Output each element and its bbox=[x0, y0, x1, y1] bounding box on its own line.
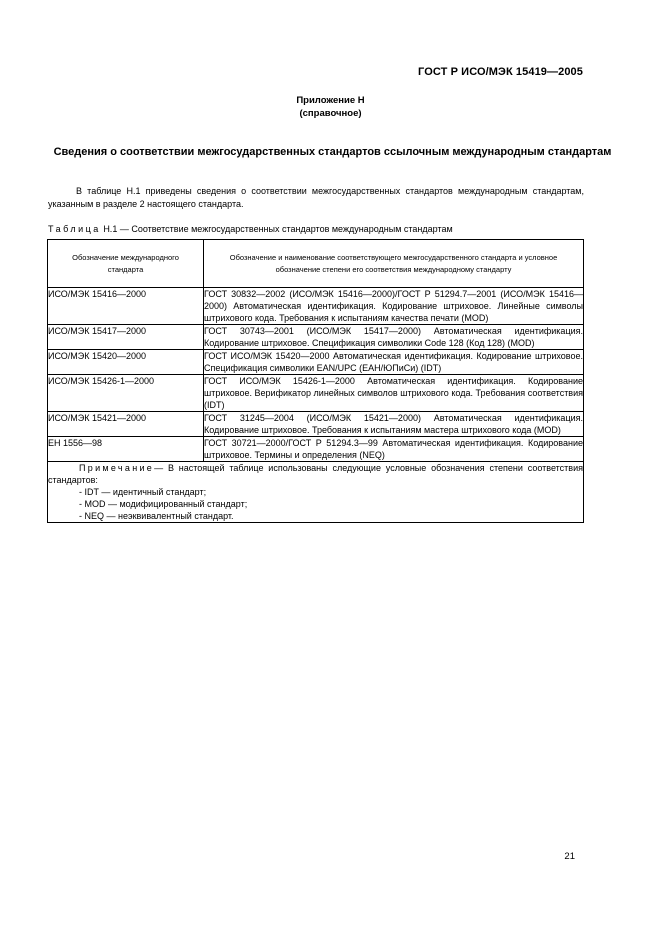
intro-paragraph: В таблице Н.1 приведены сведения о соответствии межгосударственных стандартов международным стандартам, указанным в разделе 2 настоящего стандарта. bbox=[48, 186, 584, 209]
table-row bbox=[48, 288, 584, 325]
annex-subtitle: (справочное) bbox=[299, 108, 362, 119]
table-row bbox=[48, 437, 584, 462]
intl-standard-cell: ЕН 1556—98 bbox=[48, 437, 204, 462]
table-note-row bbox=[48, 462, 584, 523]
table-row bbox=[48, 325, 584, 350]
table-caption bbox=[48, 224, 453, 234]
page-number: 21 bbox=[564, 851, 575, 862]
intl-standard-cell: ИСО/МЭК 15421—2000 bbox=[48, 412, 204, 437]
interstate-standard-cell: ГОСТ 31245—2004 (ИСО/МЭК 15421—2000) Автоматическая идентификация. Кодирование штриховое. Требования к испытаниям мастера штрихового кода (MOD) bbox=[204, 413, 583, 435]
table-row bbox=[48, 375, 584, 412]
intl-standard-cell: ИСО/МЭК 15420—2000 bbox=[48, 350, 204, 375]
note-heading bbox=[48, 462, 583, 486]
note-label: Примечание bbox=[79, 463, 155, 473]
intl-standard-cell: ИСО/МЭК 15426-1—2000 bbox=[48, 375, 204, 412]
table-row bbox=[48, 412, 584, 437]
table-header-row bbox=[48, 240, 584, 288]
header-intl-standard: Обозначение международного стандарта bbox=[48, 240, 204, 288]
interstate-standard-cell: ГОСТ 30743—2001 (ИСО/МЭК 15417—2000) Автоматическая идентификация. Кодирование штриховое. Спецификация символики Code 128 (Код 128) (MOD) bbox=[204, 326, 583, 348]
annex-title: Приложение Н bbox=[296, 95, 365, 106]
page-title: Сведения о соответствии межгосударственных стандартов ссылочным международным стандартам bbox=[53, 146, 612, 158]
interstate-standard-cell: ГОСТ ИСО/МЭК 15420—2000 Автоматическая идентификация. Кодирование штриховое. Спецификация символики EAN/UPC (ЕАН/ЮПиСи) (IDT) bbox=[204, 351, 583, 373]
note-text: — В настоящей таблице использованы следующие условные обозначения степени соответствия стандартов: bbox=[48, 463, 583, 485]
table-caption-label: Таблица bbox=[48, 224, 101, 234]
correspondence-table bbox=[47, 239, 584, 523]
table-note bbox=[48, 462, 584, 523]
interstate-standard-cell: ГОСТ 30832—2002 (ИСО/МЭК 15416—2000)/ГОСТ Р 51294.7—2001 (ИСО/МЭК 15416—2000) Автоматическая идентификация. Кодирование штриховое. Линейные символы штрихового кода. Требования к испытаниям качества печати (MOD) bbox=[204, 289, 583, 323]
note-item-neq: - NEQ — неэквивалентный стандарт. bbox=[79, 511, 234, 521]
header-interstate-standard: Обозначение и наименование соответствующего межгосударственного стандарта и условное обозначение степени его соответствия международному стандарту bbox=[204, 240, 584, 288]
intl-standard-cell: ИСО/МЭК 15417—2000 bbox=[48, 325, 204, 350]
interstate-standard-cell: ГОСТ ИСО/МЭК 15426-1—2000 Автоматическая идентификация. Кодирование штриховое. Верификатор линейных символов штрихового кода. Требования соответствия (IDT) bbox=[204, 376, 583, 410]
intl-standard-cell: ИСО/МЭК 15416—2000 bbox=[48, 288, 204, 325]
table-row bbox=[48, 350, 584, 375]
note-item-mod: - MOD — модифицированный стандарт; bbox=[79, 499, 248, 509]
interstate-standard-cell: ГОСТ 30721—2000/ГОСТ Р 51294.3—99 Автоматическая идентификация. Кодирование штриховое. Термины и определения (NEQ) bbox=[204, 438, 583, 460]
note-item-idt: - IDT — идентичный стандарт; bbox=[79, 487, 207, 497]
standard-designation: ГОСТ Р ИСО/МЭК 15419—2005 bbox=[418, 66, 583, 78]
table-caption-text: Н.1 — Соответствие межгосударственных стандартов международным стандартам bbox=[103, 224, 453, 234]
